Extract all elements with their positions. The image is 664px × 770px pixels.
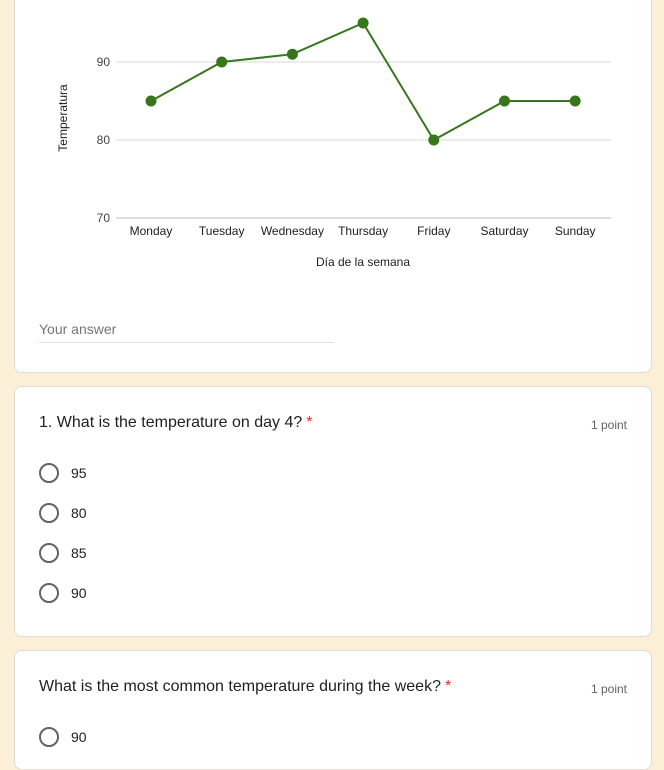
y-tick-label: 70 xyxy=(96,211,110,225)
y-tick-label: 80 xyxy=(96,133,110,147)
x-tick-label: Saturday xyxy=(480,224,529,238)
required-asterisk: * xyxy=(306,414,313,431)
option-radio-1[interactable] xyxy=(39,461,87,485)
option-radio-4[interactable] xyxy=(39,581,87,605)
option-radio-3[interactable] xyxy=(39,541,87,565)
data-point xyxy=(146,96,157,107)
question-title xyxy=(39,413,313,433)
required-asterisk: * xyxy=(444,678,452,695)
points-label: 1 point xyxy=(590,682,627,696)
question-text: What is the most common temperature during the week? xyxy=(39,678,441,695)
question-card-1 xyxy=(14,386,652,637)
radio-circle-icon[interactable] xyxy=(39,727,59,747)
short-answer-placeholder: Your answer xyxy=(39,321,117,337)
question-title xyxy=(39,677,451,697)
option-label: 85 xyxy=(71,545,87,561)
chart-question-card xyxy=(14,0,652,373)
radio-circle-icon[interactable] xyxy=(39,543,59,563)
x-tick-label: Monday xyxy=(129,224,173,238)
x-tick-label: Friday xyxy=(417,224,451,238)
question-card-2 xyxy=(14,650,652,770)
data-point xyxy=(499,96,510,107)
option-label: 90 xyxy=(71,729,87,745)
y-tick-label: 90 xyxy=(96,55,110,69)
radio-circle-icon[interactable] xyxy=(39,463,59,483)
series-line xyxy=(151,23,575,140)
x-axis-label: Día de la semana xyxy=(315,255,411,269)
x-tick-labels xyxy=(130,224,596,238)
x-tick-label: Sunday xyxy=(554,224,596,238)
option-radio-2[interactable] xyxy=(39,501,87,525)
x-tick-label: Tuesday xyxy=(198,224,245,238)
x-tick-label: Thursday xyxy=(338,224,389,238)
points-label: 1 point xyxy=(590,418,627,432)
data-point xyxy=(358,18,369,29)
radio-circle-icon[interactable] xyxy=(39,583,59,603)
data-point xyxy=(287,49,298,60)
option-label: 90 xyxy=(71,585,87,601)
y-axis-label: Temperatura xyxy=(56,84,70,152)
question-text: 1. What is the temperature on day 4? xyxy=(39,414,303,431)
option-radio-1[interactable] xyxy=(39,725,87,749)
data-point xyxy=(428,135,439,146)
option-label: 95 xyxy=(71,465,87,481)
data-point xyxy=(216,57,227,68)
option-label: 80 xyxy=(71,505,87,521)
temperature-line-chart xyxy=(15,1,653,291)
gridlines xyxy=(116,62,611,218)
x-tick-label: Wednesday xyxy=(260,224,324,238)
y-tick-labels xyxy=(97,55,111,225)
data-point xyxy=(570,96,581,107)
short-answer-input[interactable] xyxy=(39,320,334,343)
radio-circle-icon[interactable] xyxy=(39,503,59,523)
series-temperature xyxy=(146,18,581,146)
